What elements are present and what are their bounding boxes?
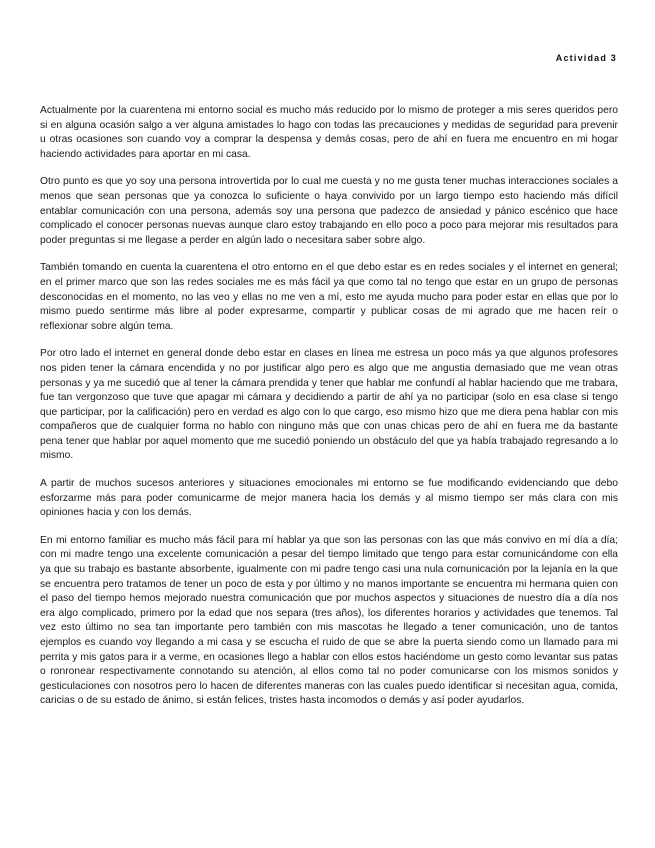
paragraph-5: A partir de muchos sucesos anteriores y situaciones emocionales mi entorno se fue modificando evidenciando que debo esforzarme más para poder comunicarme de mejor manera hacia los demás y al mismo tiempo ser más clara con mis opiniones hacia y con los demás. (40, 478, 618, 519)
paragraph-3: También tomando en cuenta la cuarentena el otro entorno en el que debo estar es en redes sociales y el internet en general; en el primer marco que son las redes sociales me es más fácil ya que como tal no tengo que estar en un grupo de personas desconocidas en el momento, no las veo y ellas no me ven a mí, esto me ayuda mucho para poder estar en ellas que por lo mismo puedo sentirme más libre al poder expresarme, compartir y publicar cosas de mi agrado que me hacen reír o reflexionar sobre algún tema. (40, 262, 618, 332)
paragraph-4: Por otro lado el internet en general donde debo estar en clases en línea me estresa un poco más ya que algunos profesores nos piden tener la cámara encendida y no por justificar algo pero es algo que me angustia demasiado que me vean otras personas y ya me sucedió que al tener la cámara prendida y tener que hablar me confundí al hablar haciendo que me trabara, fue tan vergonzoso que tuve que apagar mi cámara y decidiendo a partir de ahí ya no participar (solo en esa clase si tengo que participar, por la calificación) pero en verdad es algo con lo que cargo, eso mismo hizo que me diera pena hablar con mis compañeros que de cualquier forma no hablo con ninguno más que con unas chicas pero de ahí en fuera me da bastante pena tener que hablar por aquel momento que me sucedió poniendo un obstáculo del que ya había trabajado regresando a lo mismo. (40, 348, 618, 462)
document-body (40, 104, 618, 722)
activity-title: Actividad 3 (555, 53, 617, 63)
paragraph-6: En mi entorno familiar es mucho más fácil para mí hablar ya que son las personas con las que más convivo en mí día a día; con mi madre tengo una excelente comunicación a pesar del tiempo limitado que tengo para estar comunicándome con ella ya que su trabajo es bastante absorbente, igualmente con mi padre tengo casi una nula comunicación por la lejanía en la que se encuentra pero tratamos de tener un poco de esta y por último y no manos importante se encuentra mi hermana quien con el paso del tiempo hemos mejorado nuestra comunicación que por muchos aspectos y situaciones de nuestro día a día nos era algo complicado, primero por la edad que nos separa (tres años), los diferentes horarios y actividades que tenemos. Tal vez esto último no sea tan importante pero también con mis mascotas he llegado a tener comunicación, uno de tantos ejemplos es cuando voy llegando a mi casa y se escucha el ruido de que se abre la puerta siendo como un llamado para mi perrita y mis gatos para ir a verme, en ocasiones llego a hablar con ellos estos haciéndome un gesto como levantar sus patas o ronronear respectivamente connotando su atención, al ellos como tal no poder comunicarse con los mismos sonidos y gesticulaciones con nosotros pero lo hacen de diferentes maneras con las cuales puedo identificar si necesitan agua, comida, caricias o de su estado de ánimo, si están felices, tristes hasta incomodos o demás y así poder ayudarlos. (40, 534, 618, 707)
paragraph-2: Otro punto es que yo soy una persona introvertida por lo cual me cuesta y no me gusta tener muchas interacciones sociales a menos que sean personas que ya conozca lo suficiente o haya convivido por un largo tiempo esto haciendo más difícil entablar comunicación con una persona, además soy una persona que padezco de ansiedad y pánico escénico que hace complicado el conocer personas nuevas aunque claro estoy trabajando en ello poco a poco para mejorar mis resultados para poder preguntas si me llegase a perder en algún lado o necesitara saber sobre algo. (40, 176, 618, 246)
paragraph-1: Actualmente por la cuarentena mi entorno social es mucho más reducido por lo mismo de proteger a mis seres queridos pero si en alguna ocasión salgo a ver alguna amistades lo hago con todas las precauciones y medidas de seguridad para prevenir u otras ocasiones son cuando voy a comprar la despensa y demás cosas, pero de ahí en fuera me encuentro en mi hogar haciendo actividades para aportar en mi casa. (40, 105, 618, 160)
